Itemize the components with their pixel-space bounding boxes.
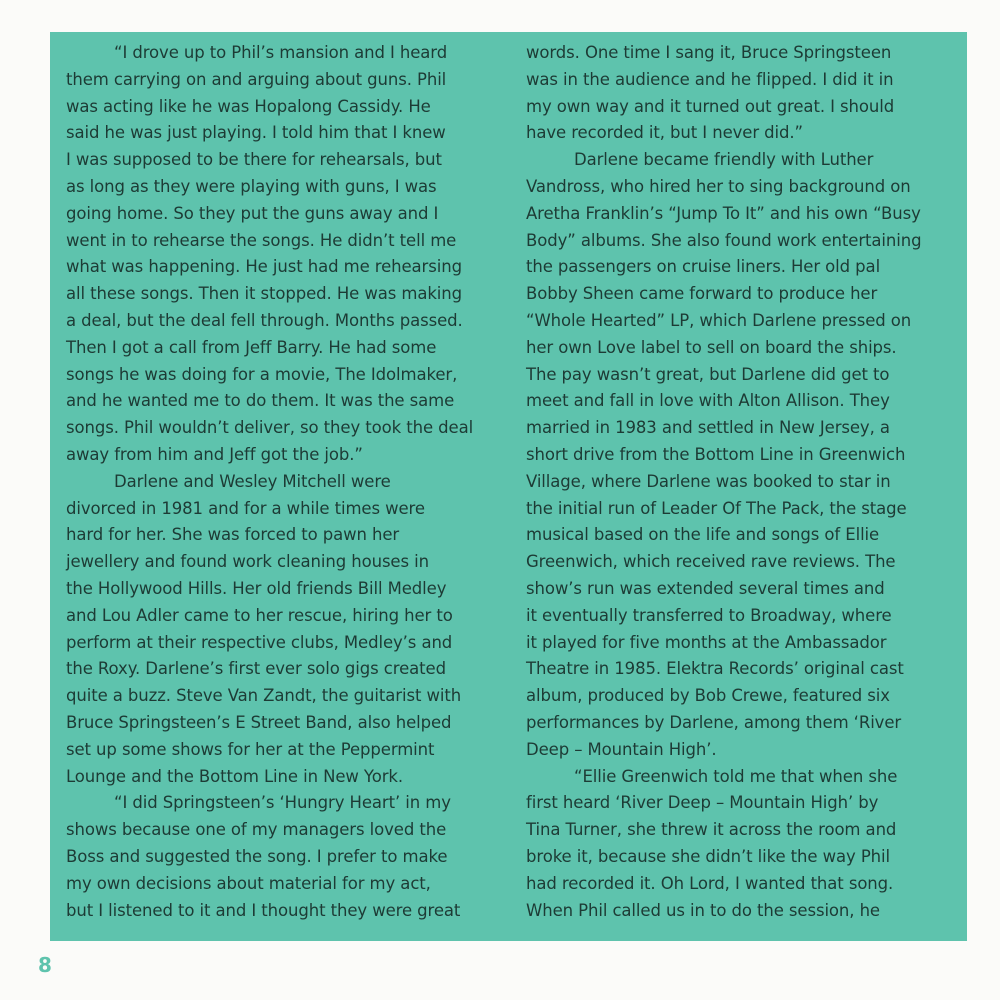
left-column-line: divorced in 1981 and for a while times were (66, 498, 425, 518)
left-column-line: shows because one of my managers loved the (66, 820, 447, 840)
right-column-line: “Ellie Greenwich told me that when she (574, 766, 898, 786)
left-column-line: away from him and Jeff got the job.” (66, 444, 363, 464)
right-column-line: words. One time I sang it, Bruce Springsteen (526, 43, 892, 62)
left-column-line: quite a buzz. Steve Van Zandt, the guitarist with (66, 686, 462, 706)
left-column-line: the Hollywood Hills. Her old friends Bill Medley (66, 578, 447, 598)
left-column-line: all these songs. Then it stopped. He was making (66, 284, 463, 304)
right-column-line: The pay wasn’t great, but Darlene did get to (526, 364, 890, 384)
left-column-line: perform at their respective clubs, Medley’s and (66, 632, 453, 652)
left-column-line: the Roxy. Darlene’s first ever solo gigs created (66, 659, 446, 679)
right-column-line: Aretha Franklin’s “Jump To It” and his own “Busy (526, 203, 921, 223)
right-column-line: have recorded it, but I never did.” (526, 123, 803, 143)
left-column-line: and he wanted me to do them. It was the same (66, 391, 455, 411)
left-column-line: set up some shows for her at the Peppermint (66, 739, 435, 759)
left-column-line: Lounge and the Bottom Line in New York. (66, 766, 403, 786)
left-column-line: and Lou Adler came to her rescue, hiring her to (66, 605, 453, 625)
right-column-line: Village, where Darlene was booked to star in (526, 471, 891, 491)
left-column-line: them carrying on and arguing about guns. Phil (66, 69, 447, 89)
right-column-line: the passengers on cruise liners. Her old pal (526, 257, 881, 277)
right-column-line: it played for five months at the Ambassador (526, 632, 887, 652)
left-column-line: songs. Phil wouldn’t deliver, so they took the deal (66, 418, 474, 438)
right-column-line: Bobby Sheen came forward to produce her (526, 284, 878, 304)
left-column-line: “I drove up to Phil’s mansion and I heard (114, 43, 448, 62)
right-column-line: broke it, because she didn’t like the way Phil (526, 846, 890, 866)
right-column-line: married in 1983 and settled in New Jersey, a (526, 418, 890, 438)
right-column-line: Theatre in 1985. Elektra Records’ original cast (526, 659, 904, 679)
right-column-line: her own Love label to sell on board the ships. (526, 337, 897, 357)
left-column-line: songs he was doing for a movie, The Idolmaker, (66, 364, 458, 384)
right-column-line: album, produced by Bob Crewe, featured six (526, 686, 890, 706)
left-column (66, 40, 504, 924)
right-column-line: When Phil called us in to do the session, he (526, 900, 880, 920)
right-column (526, 40, 958, 924)
right-column-line: had recorded it. Oh Lord, I wanted that song. (526, 873, 894, 893)
left-column-line: went in to rehearse the songs. He didn’t tell me (66, 230, 457, 250)
right-column-line: Greenwich, which received rave reviews. The (526, 552, 896, 572)
left-column-line: hard for her. She was forced to pawn her (66, 525, 400, 545)
page-number: 8 (38, 953, 52, 977)
left-column-line: Then I got a call from Jeff Barry. He had some (66, 337, 437, 357)
right-column-line: show’s run was extended several times and (526, 578, 885, 598)
left-column-line: Darlene and Wesley Mitchell were (114, 471, 391, 491)
left-column-line: said he was just playing. I told him that I knew (66, 123, 446, 143)
right-column-line: Darlene became friendly with Luther (574, 150, 874, 170)
text-panel (50, 32, 967, 941)
left-column-line: what was happening. He just had me rehearsing (66, 257, 462, 277)
left-column-line: as long as they were playing with guns, I was (66, 176, 437, 196)
right-column-line: Tina Turner, she threw it across the room and (526, 820, 897, 840)
right-column-line: it eventually transferred to Broadway, where (526, 605, 892, 625)
left-column-line: “I did Springsteen’s ‘Hungry Heart’ in my (114, 793, 451, 813)
right-column-line: my own way and it turned out great. I should (526, 96, 895, 116)
left-column-line: I was supposed to be there for rehearsals, but (66, 150, 442, 170)
left-column-line: but I listened to it and I thought they were great (66, 900, 461, 920)
left-column-line: Boss and suggested the song. I prefer to make (66, 846, 448, 866)
right-column-line: was in the audience and he flipped. I did it in (526, 69, 894, 89)
right-column-line: musical based on the life and songs of Ellie (526, 525, 880, 545)
right-column-line: first heard ‘River Deep – Mountain High’ by (526, 793, 879, 813)
right-column-line: short drive from the Bottom Line in Greenwich (526, 444, 906, 464)
right-column-line: Body” albums. She also found work entertaining (526, 230, 922, 250)
right-column-line: Deep – Mountain High’. (526, 739, 717, 759)
left-column-line: my own decisions about material for my act, (66, 873, 431, 893)
left-column-line: a deal, but the deal fell through. Months passed. (66, 310, 463, 330)
right-column-line: meet and fall in love with Alton Allison. They (526, 391, 890, 411)
left-column-line: was acting like he was Hopalong Cassidy. He (66, 96, 431, 116)
left-column-line: going home. So they put the guns away and I (66, 203, 439, 223)
right-column-line: “Whole Hearted” LP, which Darlene pressed on (526, 310, 912, 330)
left-column-line: jewellery and found work cleaning houses in (66, 552, 429, 572)
right-column-line: the initial run of Leader Of The Pack, the stage (526, 498, 907, 518)
left-column-line: Bruce Springsteen’s E Street Band, also helped (66, 712, 452, 732)
right-column-line: performances by Darlene, among them ‘River (526, 712, 902, 732)
right-column-line: Vandross, who hired her to sing background on (526, 176, 911, 196)
